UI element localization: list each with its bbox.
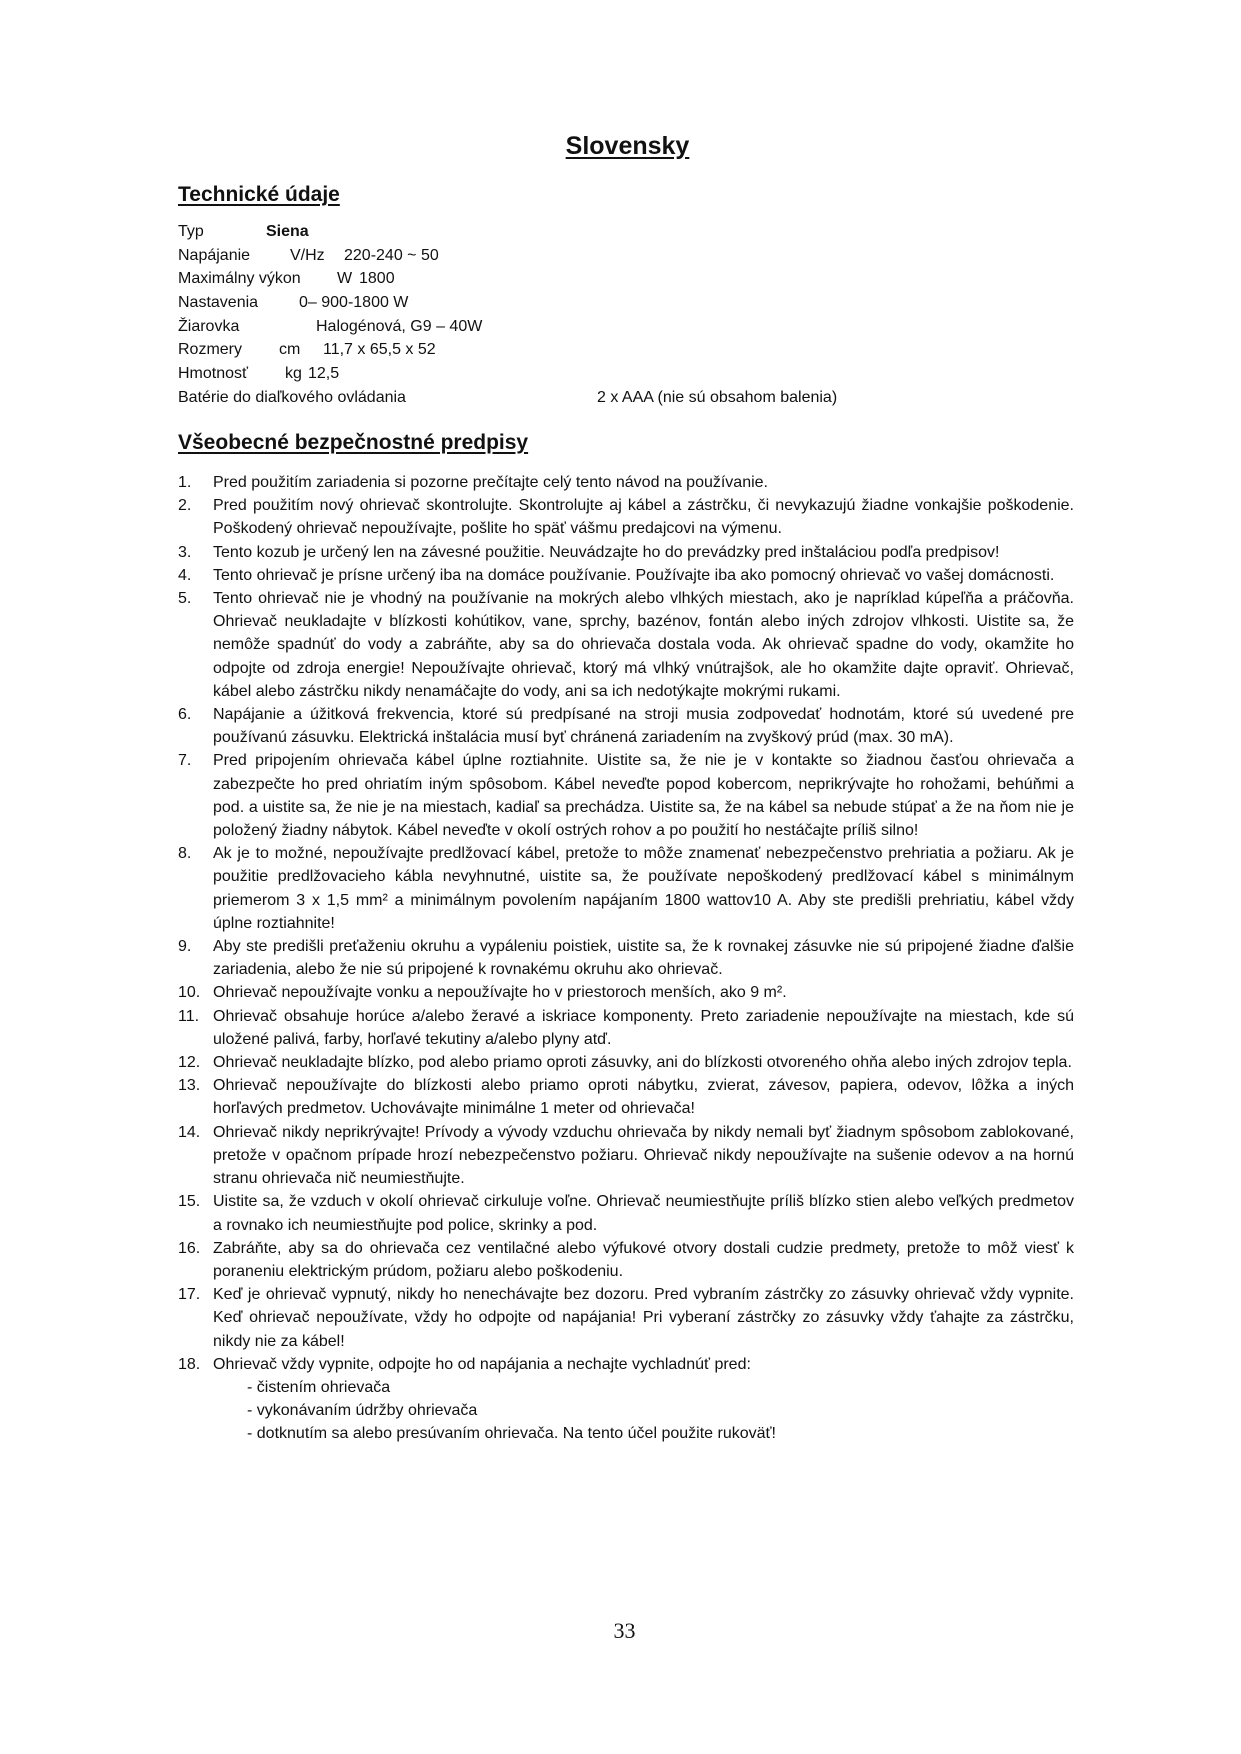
list-item-number: 13. <box>178 1077 201 1095</box>
safety-list-item <box>178 749 1074 842</box>
list-item-text: Ohrievač obsahuje horúce a/alebo žeravé a iskriace komponenty. Preto zariadenie nepoužívajte na miestach, kde sú uložené palivá, farby, horľavé tekutiny a/alebo plyny atď. <box>213 1007 1074 1048</box>
list-item-number: 4. <box>178 566 192 584</box>
list-item-text: Tento ohrievač nie je vhodný na používanie na mokrých alebo vlhkých miestach, ako je napríklad kúpeľňa a práčovňa. Ohrievač neukladajte v blízkosti kohútikov, vane, sprchy, bazénov, fontán alebo iných zdrojov vlhkosti. Uistite sa, že nemôže spadnúť do vody a zabráňte, aby sa do ohrievača dostala voda. Ak ohrievač spadne do vody, okamžite ho odpojte od zdroja energie! Nepoužívajte ohrievač, ktorý má vlhký vnútrajšok, ale ho okamžite dajte opraviť. Ohrievač, kábel alebo zástrčku nikdy nenamáčajte do vody, ani sa ich nedotýkajte mokrými rukami. <box>213 590 1074 700</box>
spec-row-batteries <box>178 386 1078 410</box>
spec-label: Batérie do diaľkového ovládania <box>178 388 406 406</box>
spec-unit: W <box>337 270 353 288</box>
list-item-number: 1. <box>178 474 192 491</box>
list-item-text: Tento kozub je určený len na závesné použitie. Neuvádzajte ho do prevádzky pred inštaláciou podľa predpisov! <box>213 543 1000 561</box>
safety-sub-item: - dotknutím sa alebo presúvaním ohrievača. Na tento účel použite rukoväť! <box>247 1425 776 1443</box>
spec-label: Napájanie <box>178 246 251 264</box>
list-item-number: 2. <box>178 497 192 515</box>
safety-sub-item: - čistením ohrievača <box>247 1378 391 1396</box>
list-item-number: 9. <box>178 938 192 956</box>
list-item-number: 15. <box>178 1193 201 1211</box>
safety-list-item <box>178 1051 1074 1074</box>
list-item-text: Ohrievač nikdy neprikrývajte! Prívody a vývody vzduchu ohrievača by nikdy nemali byť žiadnym spôsobom zablokované, pretože v opačnom prípade hrozí nebezpečenstvo požiaru. Ohrievač nikdy nepoužívajte na sušenie odevov a na hornú stranu ohrievača nič neumiestňujte. <box>213 1123 1074 1188</box>
list-item-text: Aby ste predišli preťaženiu okruhu a vypáleniu poistiek, uistite sa, že k rovnakej zásuvke nie sú pripojené žiadne ďalšie zariadenia, alebo že nie sú pripojené k rovnakému okruhu ako ohrievač. <box>213 938 1074 979</box>
spec-value: 0– 900-1800 W <box>299 294 409 312</box>
safety-list-item <box>178 587 1074 703</box>
spec-row-settings <box>178 291 1078 315</box>
safety-list-item <box>178 1074 1074 1120</box>
safety-list-item <box>178 1283 1074 1353</box>
safety-list-item <box>178 981 1074 1004</box>
language-title-text: Slovensky <box>565 132 690 160</box>
list-item-number: 16. <box>178 1239 201 1257</box>
safety-instructions-list <box>178 471 1074 1446</box>
safety-list-item <box>178 1237 1074 1283</box>
safety-list-item <box>178 1353 1074 1376</box>
spec-row-max-output <box>178 267 1078 291</box>
spec-label: Žiarovka <box>178 317 240 335</box>
spec-label: Nastavenia <box>178 294 259 312</box>
list-item-number: 14. <box>178 1123 201 1141</box>
list-item-text: Tento ohrievač je prísne určený iba na domáce používanie. Používajte iba ako pomocný ohrievač vo vašej domácnosti. <box>213 566 1055 584</box>
list-item-number: 11. <box>178 1007 200 1025</box>
page-language-title <box>0 132 1241 161</box>
list-item-text: Pred pripojením ohrievača kábel úplne roztiahnite. Uistite sa, že nie je v kontakte so žiadnou časťou ohrievača a zabezpečte ho pred ohriatím iným spôsobom. Kábel neveďte popod kobercom, neprikrývajte ho rohožami, behúňmi a pod. a uistite sa, že nie je na miestach, kadiaľ sa prechádza. Uistite sa, že na kábel sa nebude stúpať a že na ňom nie je položený žiadny nábytok. Kábel neveďte v okolí ostrých rohov a po použití ho nestáčajte príliš silno! <box>213 752 1074 840</box>
list-item-text: Uistite sa, že vzduch v okolí ohrievač cirkuluje voľne. Ohrievač neumiestňujte príliš blízko stien alebo veľkých predmetov a rovnako ich neumiestňujte pod police, skrinky a pod. <box>213 1193 1074 1234</box>
list-item-text: Zabráňte, aby sa do ohrievača cez ventilačné alebo výfukové otvory dostali cudzie predmety, pretože to môž viesť k poraneniu elektrickým prúdom, požiaru alebo poškodeniu. <box>213 1239 1074 1280</box>
safety-list-item <box>178 471 1074 494</box>
list-item-number: 8. <box>178 845 192 863</box>
spec-unit: V/Hz <box>290 246 325 264</box>
list-item-text: Pred použitím zariadenia si pozorne prečítajte celý tento návod na používanie. <box>213 474 768 491</box>
spec-label: Rozmery <box>178 341 243 359</box>
spec-label: Typ <box>178 223 204 240</box>
spec-value: 11,7 x 65,5 x 52 <box>323 341 436 359</box>
safety-heading: Všeobecné bezpečnostné predpisy <box>178 431 529 454</box>
spec-row-dimensions <box>178 338 1078 362</box>
safety-list-item <box>178 842 1074 935</box>
list-item-text: Pred použitím nový ohrievač skontrolujte. Skontrolujte aj kábel a zástrčku, či nevykazujú žiadne vonkajšie poškodenie. Poškodený ohrievač nepoužívajte, pošlite ho späť vášmu predajcovi na výmenu. <box>213 497 1074 538</box>
spec-value: 220-240 ~ 50 <box>344 246 439 264</box>
safety-list-item <box>178 1005 1074 1051</box>
list-item-text: Ohrievač nepoužívajte vonku a nepoužívajte ho v priestoroch menších, ako 9 m². <box>213 984 787 1002</box>
list-item-number: 3. <box>178 543 192 561</box>
list-item-number: 17. <box>178 1286 201 1304</box>
safety-list-item <box>178 703 1074 749</box>
spec-label: Hmotnosť <box>178 365 249 383</box>
list-item-text: Ohrievač neukladajte blízko, pod alebo priamo oproti zásuvky, ani do blízkosti otvoreného ohňa alebo iných zdrojov tepla. <box>213 1054 1072 1072</box>
safety-list-item <box>178 1121 1074 1191</box>
spec-value: Halogénová, G9 – 40W <box>316 317 483 335</box>
spec-row-power-supply <box>178 244 1078 268</box>
list-item-text: Napájanie a úžitková frekvencia, ktoré sú predpísané na stroji musia zodpovedať hodnotám, ktoré sú uvedené pre používanú zásuvku. Elektrická inštalácia musí byť chránená zariadením na zvyškový prúd (max. 30 mA). <box>213 706 1074 747</box>
safety-list-item <box>178 1190 1074 1236</box>
spec-label: Maximálny výkon <box>178 270 301 288</box>
spec-row-weight <box>178 362 1078 386</box>
safety-sub-item: - vykonávaním údržby ohrievača <box>247 1402 478 1420</box>
safety-list-item <box>178 935 1074 981</box>
list-item-number: 18. <box>178 1355 201 1373</box>
safety-list-item <box>178 564 1074 587</box>
spec-row-bulb <box>178 315 1078 339</box>
spec-value: Siena <box>266 223 309 240</box>
safety-list-item <box>178 494 1074 540</box>
spec-unit: kg <box>285 365 302 383</box>
spec-unit: cm <box>279 341 301 359</box>
list-item-number: 12. <box>178 1054 201 1072</box>
spec-row-type <box>178 220 1078 244</box>
spec-value: 2 x AAA (nie sú obsahom balenia) <box>597 388 838 406</box>
list-item-number: 10. <box>178 984 201 1002</box>
safety-list-item <box>178 541 1074 564</box>
spec-value: 1800 <box>359 270 395 288</box>
list-item-text: Keď je ohrievač vypnutý, nikdy ho nenechávajte bez dozoru. Pred vybraním zástrčky zo zásuvky ohrievač vždy vypnite. Keď ohrievač nepoužívate, vždy ho odpojte od napájania! Pri vyberaní zástrčky zo zásuvky vždy ťahajte za zástrčku, nikdy nie za kábel! <box>213 1286 1074 1350</box>
list-item-number: 6. <box>178 706 192 724</box>
list-item-text: Ohrievač nepoužívajte do blízkosti alebo priamo oproti nábytku, zvierat, závesov, papiera, odevov, lôžka a iných horľavých predmetov. Uchovávajte minimálne 1 meter od ohrievača! <box>213 1077 1074 1118</box>
page-number: 33 <box>613 1618 636 1643</box>
tech-specs-table <box>178 220 1078 410</box>
spec-value: 12,5 <box>308 365 340 383</box>
list-item-number: 7. <box>178 752 192 770</box>
list-item-number: 5. <box>178 590 192 608</box>
list-item-text: Ohrievač vždy vypnite, odpojte ho od napájania a nechajte vychladnúť pred: <box>213 1355 751 1373</box>
list-item-text: Ak je to možné, nepoužívajte predlžovací kábel, pretože to môže znamenať nebezpečenstvo prehriatia a požiaru. Ak je použitie predlžovacieho kábla nevyhnutné, uistite sa, že používate nepoškodený predlžovací kábel s minimálnym priemerom 3 x 1,5 mm² a minimálnym povolením napájaním 1800 wattov10 A. Aby ste predišli prehriatiu, kábel vždy úplne roztiahnite! <box>213 845 1074 932</box>
tech-specs-heading: Technické údaje <box>178 183 340 206</box>
